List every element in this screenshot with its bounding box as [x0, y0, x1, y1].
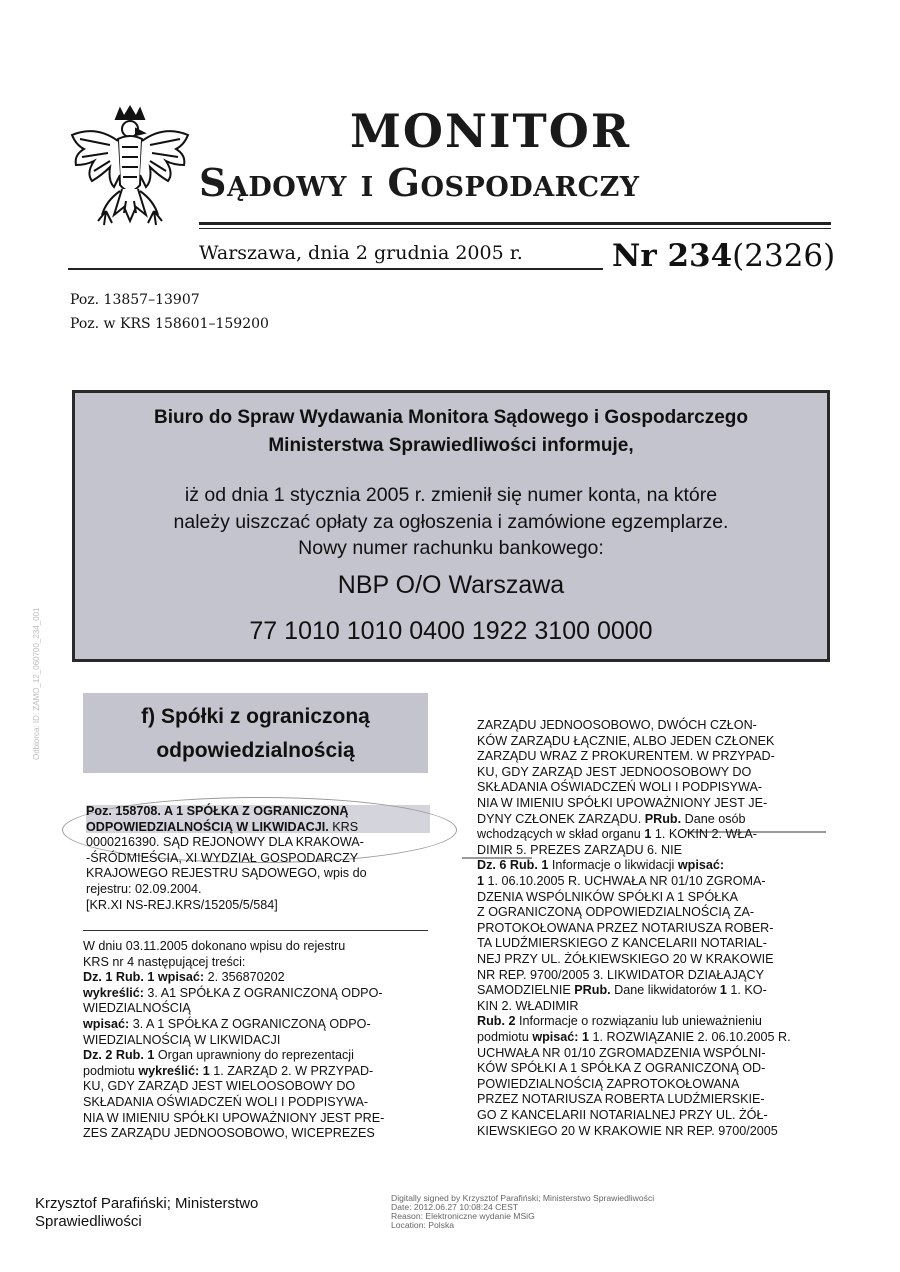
issue-nr: Nr 234 — [612, 238, 733, 274]
text-line — [83, 954, 245, 970]
text-run: WIEDZIALNOŚCIĄ — [83, 1001, 191, 1016]
text-line — [83, 938, 345, 954]
text-run: podmiotu — [83, 1063, 139, 1078]
text-line — [477, 1107, 768, 1123]
text-line — [477, 733, 774, 749]
text-line — [477, 857, 724, 873]
text-run: wpisać: — [677, 858, 725, 873]
text-line — [477, 1029, 791, 1045]
text-run: [KR.XI NS-REJ.KRS/15205/5/584] — [86, 897, 278, 912]
text-run: 0000216390. SĄD REJONOWY DLA KRAKOWA- — [86, 835, 364, 850]
text-line — [477, 1013, 762, 1029]
text-line — [477, 967, 764, 983]
text-line — [83, 1125, 375, 1141]
text-line — [477, 904, 754, 920]
dateline: Warszawa, dnia 2 grudnia 2005 r. — [199, 242, 523, 264]
notice-text-1: iż od dnia 1 stycznia 2005 r. zmienił się numer konta, na które — [184, 484, 718, 506]
text-run: KIEWSKIEGO 20 W KRAKOWIE NR REP. 9700/2005 — [477, 1123, 778, 1138]
text-line — [477, 1123, 778, 1139]
text-run: PRZEZ NOTARIUSZA ROBERTA LUDŹMIERSKIE- — [477, 1092, 765, 1107]
text-run: podmiotu — [477, 1030, 533, 1044]
text-line — [477, 826, 757, 842]
text-run: NIA W IMIENIU SPÓŁKI UPOWAŻNIONY JEST JE- — [477, 796, 768, 810]
signer-name: Krzysztof Parafiński; Ministerstwo — [35, 1195, 259, 1212]
text-line — [86, 834, 364, 850]
text-line — [86, 865, 367, 881]
text-line — [477, 1076, 739, 1092]
text-run: GO Z KANCELARII NOTARIALNEJ PRZY UL. ŻÓŁ- — [477, 1108, 768, 1122]
notice-heading-1: Biuro do Spraw Wydawania Monitora Sądowego i Gospodarczego — [154, 407, 748, 428]
text-run: -ŚRÓDMIEŚCIA, XI WYDZIAŁ GOSPODARCZY — [86, 850, 359, 865]
text-line — [86, 881, 202, 897]
text-line — [83, 985, 383, 1001]
text-line — [477, 998, 578, 1014]
text-run: ZARZĄDU WRAZ Z PROKURENTEM. W PRZYPAD- — [477, 749, 775, 764]
text-run: rejestru: 02.09.2004. — [86, 882, 202, 896]
text-run: PROTOKOŁOWANA PRZEZ NOTARIUSZA ROBER- — [477, 920, 774, 935]
issue-number — [612, 238, 835, 274]
text-run: UCHWAŁA NR 01/10 ZGROMADZENIA WSPÓLNI- — [477, 1045, 766, 1060]
text-run: Informacje o rozwiązaniu lub unieważnieniu — [515, 1014, 762, 1029]
text-line — [86, 850, 358, 866]
signature-line: Digitally signed by Krzysztof Parafiński; Ministerstwo Sprawiedliwości — [391, 1193, 655, 1203]
text-line — [83, 1094, 368, 1110]
text-run: Rub. 2 — [477, 1014, 516, 1029]
notice-heading-2: Ministerstwa Sprawiedliwości informuje, — [268, 435, 634, 456]
dateline-rule — [68, 268, 603, 270]
section-header-line1: f) Spółki z ograniczoną — [141, 705, 370, 728]
text-line — [83, 1016, 371, 1032]
text-run: Dz. 6 Rub. 1 — [477, 858, 549, 873]
text-run: DZENIA WSPÓLNIKÓW SPÓŁKI A 1 SPÓŁKA — [477, 889, 739, 904]
text-run: KRAJOWEGO REJESTRU SĄDOWEGO, wpis do — [86, 866, 367, 881]
text-line — [477, 764, 751, 780]
text-run: ZES ZARZĄDU JEDNOOSOBOWO, WICEPREZES — [83, 1126, 375, 1141]
text-run: Dane likwidatorów — [610, 983, 720, 998]
text-line — [86, 819, 358, 835]
text-run: PRub. — [574, 983, 611, 998]
text-run: wykreślić: — [83, 985, 144, 1000]
text-line — [83, 1063, 373, 1079]
entry-separator — [83, 930, 428, 931]
text-line — [83, 1110, 384, 1126]
text-line — [83, 1032, 280, 1048]
text-run: KÓW ZARZĄDU ŁĄCZNIE, ALBO JEDEN CZŁONEK — [477, 733, 775, 748]
text-run: 1. ROZWIĄZANIE 2. 06.10.2005 R. — [589, 1030, 791, 1044]
notice-account-number: 77 1010 1010 0400 1922 3100 0000 — [249, 617, 653, 645]
text-run: KRS — [328, 819, 359, 834]
text-run: KÓW SPÓŁKI A 1 SPÓŁKA Z OGRANICZONĄ OD- — [477, 1061, 766, 1076]
text-line — [83, 1078, 355, 1094]
text-run: 1 — [477, 874, 485, 888]
text-run: KIN 2. WŁADIMIR — [477, 998, 579, 1013]
text-run: Z OGRANICZONĄ ODPOWIEDZIALNOŚCIĄ ZA- — [477, 905, 755, 920]
krs-position-range: Poz. w KRS 158601–159200 — [70, 316, 269, 332]
text-run: Poz. 158708. A 1 SPÓŁKA Z OGRANICZONĄ — [86, 804, 349, 818]
text-run: 3. A 1 SPÓŁKA Z OGRANICZONĄ ODPO- — [129, 1017, 371, 1031]
text-run: wykreślić: 1 — [138, 1063, 210, 1078]
text-run: KU, GDY ZARZĄD JEST WIELOOSOBOWY DO — [83, 1079, 356, 1094]
text-run: 1 — [719, 983, 727, 998]
text-run: wpisać: 1 — [532, 1030, 590, 1044]
notice-bank: NBP O/O Warszawa — [337, 571, 565, 599]
text-run: PRub. — [644, 811, 682, 826]
text-run: 1. 06.10.2005 R. UCHWAŁA NR 01/10 ZGROMA- — [484, 874, 766, 888]
text-run: ODPOWIEDZIALNOŚCIĄ W LIKWIDACJI. — [86, 819, 329, 834]
text-run: 1. KO- — [726, 983, 767, 998]
text-run: SKŁADANIA OŚWIADCZEŃ WOLI I PODPISYWA- — [477, 780, 763, 795]
text-line — [477, 982, 767, 998]
text-run: Informacje o likwidacji — [548, 858, 678, 873]
notice-text-3: Nowy numer rachunku bankowego: — [298, 537, 604, 559]
text-line — [83, 1000, 191, 1016]
text-run: wpisać: — [83, 1017, 130, 1031]
text-line — [477, 920, 773, 936]
text-line — [477, 779, 762, 795]
text-run: NEJ PRZY UL. ŻÓŁKIEWSKIEGO 20 W KRAKOWIE — [477, 952, 774, 966]
section-header — [83, 693, 428, 773]
text-run: SAMODZIELNIE — [477, 983, 575, 998]
notice-box — [72, 390, 830, 662]
section-header-line2: odpowiedzialnością — [156, 739, 355, 762]
text-run: WIEDZIALNOŚCIĄ W LIKWIDACJI — [83, 1032, 281, 1047]
polish-eagle-emblem — [66, 105, 194, 239]
text-run: 1 — [644, 827, 652, 842]
text-run: KRS nr 4 następującej treści: — [83, 954, 246, 969]
text-run: 2. 356870202 — [204, 970, 285, 985]
signature-date: Date: 2012.06.27 10:08:24 CEST — [391, 1202, 519, 1212]
text-line — [477, 951, 773, 967]
text-run: SKŁADANIA OŚWIADCZEŃ WOLI I PODPISYWA- — [83, 1095, 369, 1109]
text-line — [477, 935, 767, 951]
signature-reason: Reason: Elektroniczne wydanie MSiG — [391, 1211, 535, 1221]
text-run: DYNY CZŁONEK ZARZĄDU. — [477, 811, 645, 826]
text-line — [477, 795, 767, 811]
text-run: 1. KOKIN 2. WŁA- — [651, 827, 758, 842]
text-line — [477, 717, 757, 733]
text-line — [477, 811, 746, 827]
masthead-rule-thin — [199, 228, 831, 229]
text-line — [477, 1060, 765, 1076]
text-line — [477, 1091, 765, 1107]
text-line — [477, 748, 775, 764]
masthead-title: MONITOR — [350, 104, 632, 158]
text-run: W dniu 03.11.2005 dokonano wpisu do rejestru — [83, 939, 346, 953]
text-line — [477, 842, 682, 858]
text-line — [86, 803, 348, 819]
signature-location: Location: Polska — [391, 1220, 455, 1230]
text-line — [477, 873, 766, 889]
position-range: Poz. 13857–13907 — [70, 292, 200, 308]
text-run: 1. ZARZĄD 2. W PRZYPAD- — [209, 1063, 374, 1078]
text-run: Organ uprawniony do reprezentacji — [154, 1048, 354, 1063]
text-run: Dz. 2 Rub. 1 — [83, 1048, 155, 1063]
text-run: ZARZĄDU JEDNOOSOBOWO, DWÓCH CZŁON- — [477, 718, 757, 732]
notice-text-2: należy uiszczać opłaty za ogłoszenia i zamówione egzemplarze. — [173, 511, 729, 533]
text-run: NR REP. 9700/2005 3. LIKWIDATOR DZIAŁAJĄCY — [477, 967, 764, 982]
text-line — [83, 1047, 354, 1063]
text-run: 3. A1 SPÓŁKA Z OGRANICZONĄ ODPO- — [143, 985, 383, 1000]
masthead-subtitle: Sądowy i Gospodarczy — [199, 160, 640, 205]
text-line — [477, 889, 738, 905]
text-run: Dz. 1 Rub. 1 wpisać: — [83, 970, 205, 985]
text-run: NIA W IMIENIU SPÓŁKI UPOWAŻNIONY JEST PRE- — [83, 1110, 385, 1125]
text-line — [86, 897, 278, 913]
text-run: POWIEDZIALNOŚCIĄ ZAPROTOKOŁOWANA — [477, 1076, 740, 1091]
issue-total: (2326) — [732, 238, 836, 274]
text-run: Dane osób — [681, 811, 746, 826]
margin-id-note: Odbiorca: ID: ZAMO_12_060700_234_001 — [32, 607, 41, 760]
text-run: KU, GDY ZARZĄD JEST JEDNOOSOBOWY DO — [477, 764, 752, 779]
text-run: TA LUDŹMIERSKIEGO Z KANCELARII NOTARIAL- — [477, 936, 767, 951]
text-run: DIMIR 5. PREZES ZARZĄDU 6. NIE — [477, 842, 683, 857]
masthead-rule — [199, 222, 831, 225]
signer-institution: Sprawiedliwości — [35, 1213, 142, 1230]
text-line — [83, 969, 285, 985]
text-line — [477, 1045, 766, 1061]
text-run: wchodzących w skład organu — [477, 827, 645, 842]
